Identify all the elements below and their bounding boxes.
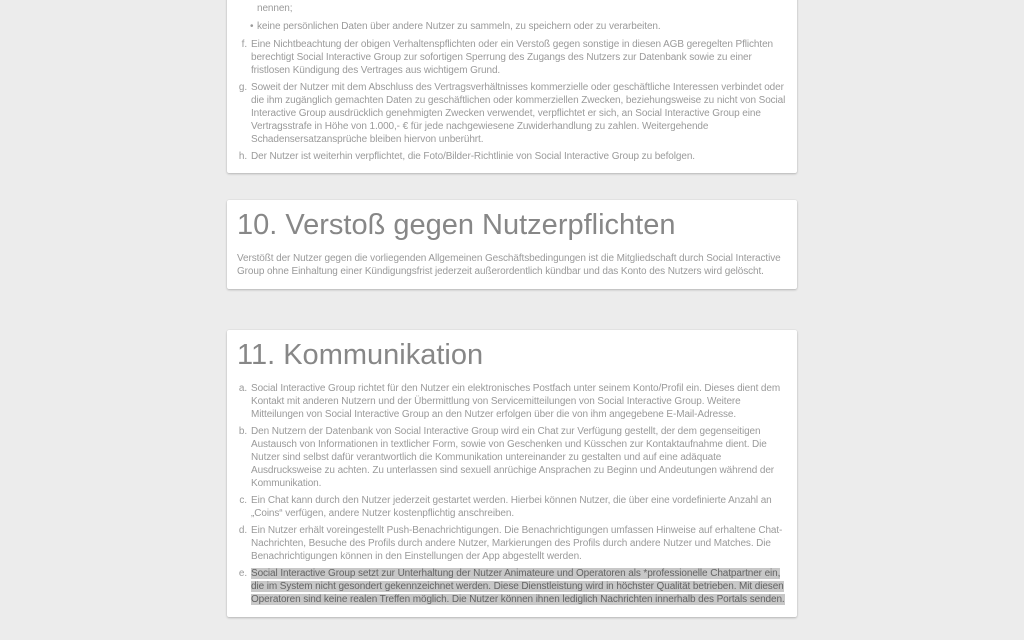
list-item-marker: g. (238, 82, 247, 93)
bullet-line: nennen; (257, 3, 293, 14)
section-heading: 11. Kommunikation (237, 339, 484, 371)
bullet-line (257, 0, 756, 2)
bullet-icon: • (250, 21, 254, 32)
bullet-item (250, 20, 789, 33)
list-item-text: Soweit der Nutzer mit dem Abschluss des Vertragsverhältnisses kommerzielle oder geschäftliche Interessen verbindet oder die ihm zugänglich gemachten Daten zu geschäftlichen oder kommerziellen Zwecken, beziehungsweise zu nicht von Social Interactive Group ausdrücklich genehmigten Zwecken verwendet, verpflichtet er sich, an Social Interactive Group eine Vertragsstrafe in Höhe von 1.000,- € für jede nachgewiesene Zuwiderhandlung zu zahlen. Weitergehende Schadensersatzansprüche bleiben hiervon unberührt. (251, 82, 786, 145)
bullet-icon (250, 0, 257, 15)
bullet-item (250, 0, 789, 15)
list-item-text: Den Nutzern der Datenbank von Social Interactive Group wird ein Chat zur Verfügung gestellt, der dem gegenseitigen Austausch von Informationen in textlicher Form, sowie von Geschenken und Küsschen zur Kontaktaufnahme dient. Die Nutzer sind selbst dafür verantwortlich die Kommunikation untereinander zu gestalten und auf eine adäquate Ausdrucksweise zu achten. Zu unterlassen sind sexuell anrüchige Ansprachen zu Beginn und Andeutungen während der Kommunikation. (251, 426, 775, 489)
agb-card-section-11 (227, 330, 797, 617)
list-item-marker: b. (238, 426, 247, 437)
bullet-text (257, 20, 661, 33)
bullet-list (237, 0, 789, 33)
letter-list (237, 382, 789, 606)
list-item-marker: a. (238, 383, 247, 394)
list-item-text: Ein Chat kann durch den Nutzer jederzeit gestartet werden. Hierbei können Nutzer, die über eine vordefinierte Anzahl an „Coins“ verfügen, andere Nutzer kostenpflichtig anschreiben. (251, 495, 772, 519)
list-item-marker: c. (239, 495, 247, 506)
list-item-marker: f. (241, 39, 247, 50)
letter-list (237, 38, 789, 163)
list-item-marker: e. (238, 568, 247, 579)
bullet-line: keine persönlichen Daten über andere Nutzer zu sammeln, zu speichern oder zu verarbeiten. (257, 21, 661, 32)
list-item-h (237, 150, 789, 163)
list-item-marker: h. (238, 151, 247, 162)
list-item-text: Der Nutzer ist weiterhin verpflichtet, die Foto/Bilder-Richtlinie von Social Interactive Group zu befolgen. (251, 151, 695, 162)
section-heading: 10. Verstoß gegen Nutzerpflichten (237, 209, 676, 241)
list-item-text (251, 567, 789, 606)
list-item-text: Social Interactive Group richtet für den Nutzer ein elektronisches Postfach unter seinem Konto/Profil ein. Dieses dient dem Kontakt mit anderen Nutzern und der Übermittlung von Servicemitteilungen von Social Interactive Group. Weitere Mitteilungen von Social Interactive Group an den Nutzer erfolgen über die von ihm angegebene E-Mail-Adresse. (251, 383, 781, 420)
section-paragraph: Verstößt der Nutzer gegen die vorliegenden Allgemeinen Geschäftsbedingungen ist die Mitgliedschaft durch Social Interactive Group ohne Einhaltung einer Kündigungsfrist jederzeit außerordentlich kündbar und das Konto des Nutzers wird gelöscht. (237, 253, 781, 277)
list-item-text: Ein Nutzer erhält voreingestellt Push-Benachrichtigungen. Die Benachrichtigungen umfassen Hinweise auf erhaltene Chat-Nachrichten, Besuche des Profils durch andere Nutzer, Markierungen des Profils durch andere Nutzer und Matches. Die Benachrichtigungen können in den Einstellungen der App abgestellt werden. (251, 525, 783, 562)
list-item-f (237, 38, 789, 77)
list-item-marker: d. (238, 525, 247, 536)
bullet-text (257, 0, 756, 15)
list-item-d (237, 524, 789, 563)
list-item-text: Eine Nichtbeachtung der obigen Verhaltenspflichten oder ein Verstoß gegen sonstige in diesen AGB geregelten Pflichten berechtigt Social Interactive Group zur sofortigen Sperrung des Zugangs des Nutzers zur Datenbank sowie zu einer fristlosen Kündigung des Vertrages aus wichtigem Grund. (251, 39, 773, 76)
agb-card-section-10 (227, 200, 797, 289)
agb-card-user-duties-continued (227, 0, 797, 173)
selected-text: Social Interactive Group setzt zur Unterhaltung der Nutzer Animateure und Operatoren als *professionelle Chatpartner ein, die im System nicht gesondert gekennzeichnet werden. Diese Dienstleistung wird in höchster Qualität betrieben. Mit diesen Operatoren sind keine realen Treffen möglich. Die Nutzer können ihnen lediglich Nachrichten innerhalb des Portals senden. (251, 568, 785, 605)
list-item-e (237, 567, 789, 606)
list-item-c (237, 494, 789, 520)
list-item-b (237, 425, 789, 490)
list-item-g (237, 81, 789, 146)
list-item-a (237, 382, 789, 421)
